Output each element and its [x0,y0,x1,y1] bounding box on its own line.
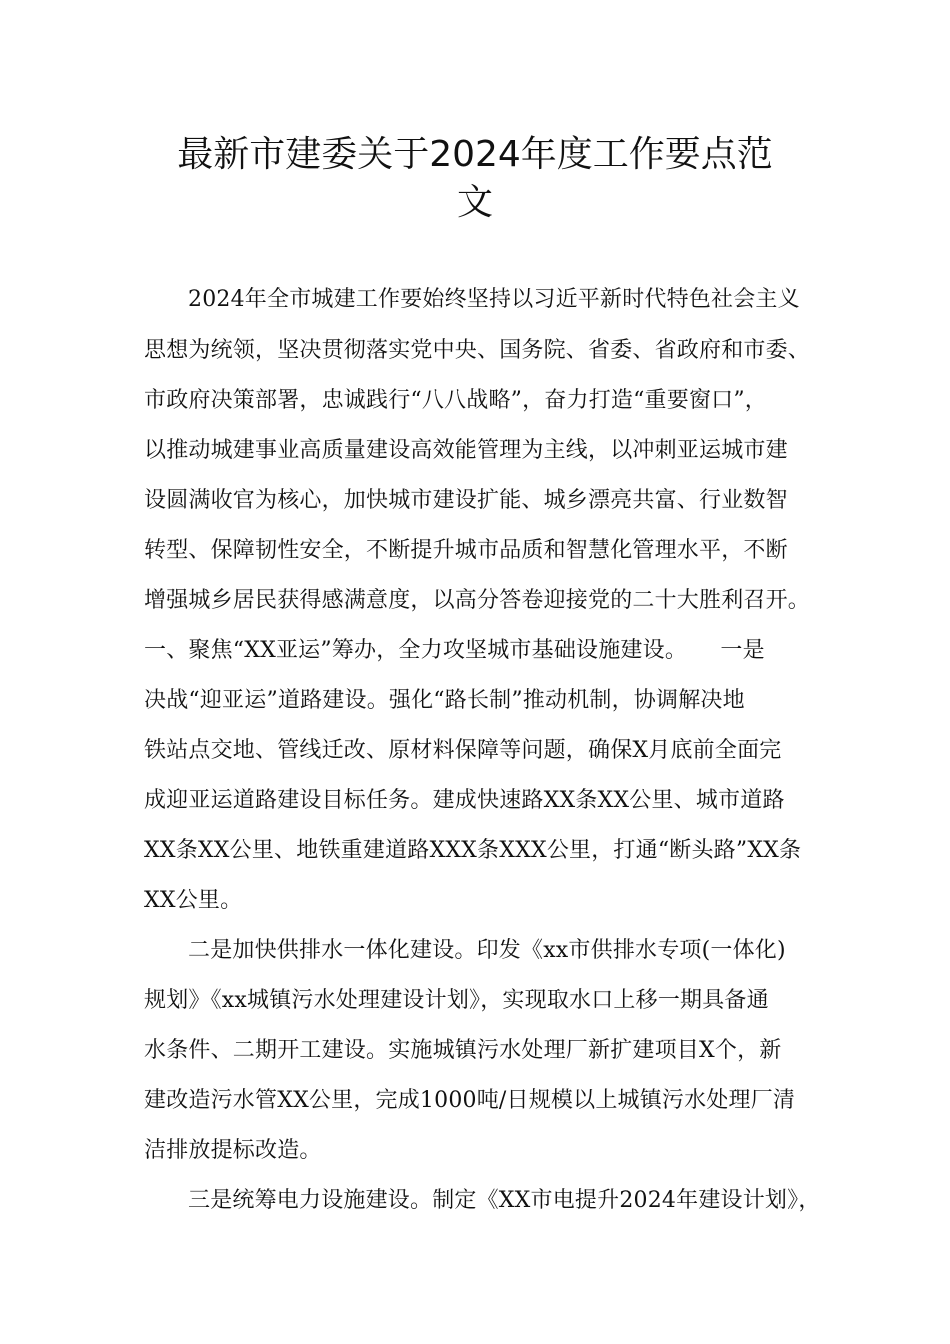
paragraph-2-line-2: 决战“迎亚运”道路建设。强化“路长制”推动机制，协调解决地 [144,688,745,713]
document-title-line-1: 最新市建委关于2024年度工作要点范 [177,134,773,175]
paragraph-2-line-3: 铁站点交地、管线迁改、原材料保障等问题，确保X月底前全面完 [144,738,782,763]
paragraph-4-line-1: 三是统筹电力设施建设。制定《XX市电提升2024年建设计划》， [188,1188,821,1213]
paragraph-3-line-1: 二是加快供排水一体化建设。印发《xx市供排水专项(一体化) [188,938,786,963]
section-1-heading-line: 一、聚焦“XX亚运”筹办，全力攻坚城市基础设施建设。 一是 [144,638,765,663]
paragraph-3-line-2: 规划》《xx城镇污水处理建设计划》，实现取水口上移一期具备通 [144,988,769,1013]
paragraph-3-line-3: 水条件、二期开工建设。实施城镇污水处理厂新扩建项目X个，新 [144,1038,782,1063]
paragraph-1-line-5: 设圆满收官为核心，加快城市建设扩能、城乡漂亮共富、行业数智 [144,488,788,513]
paragraph-2-line-4: 成迎亚运道路建设目标任务。建成快速路XX条XX公里、城市道路 [144,788,785,813]
paragraph-1-line-2: 思想为统领，坚决贯彻落实党中央、国务院、省委、省政府和市委、 [144,338,811,363]
document-title-line-2: 文 [456,182,493,223]
paragraph-1-line-1: 2024年全市城建工作要始终坚持以习近平新时代特色社会主义 [188,287,800,312]
paragraph-3-line-5: 洁排放提标改造。 [144,1138,322,1163]
paragraph-3-line-4: 建改造污水管XX公里，完成1000吨/日规模以上城镇污水处理厂清 [144,1088,796,1113]
paragraph-1-line-3: 市政府决策部署，忠诚践行“八八战略”，奋力打造“重要窗口”， [144,388,767,413]
paragraph-1-line-7: 增强城乡居民获得感满意度，以高分答卷迎接党的二十大胜利召开。 [144,588,811,613]
paragraph-2-line-5: XX条XX公里、地铁重建道路XXX条XXX公里，打通“断头路”XX条 [144,838,802,863]
paragraph-1-line-4: 以推动城建事业高质量建设高效能管理为主线，以冲刺亚运城市建 [144,438,788,463]
paragraph-2-line-6: XX公里。 [144,888,243,913]
paragraph-1-line-6: 转型、保障韧性安全，不断提升城市品质和智慧化管理水平，不断 [144,538,788,563]
